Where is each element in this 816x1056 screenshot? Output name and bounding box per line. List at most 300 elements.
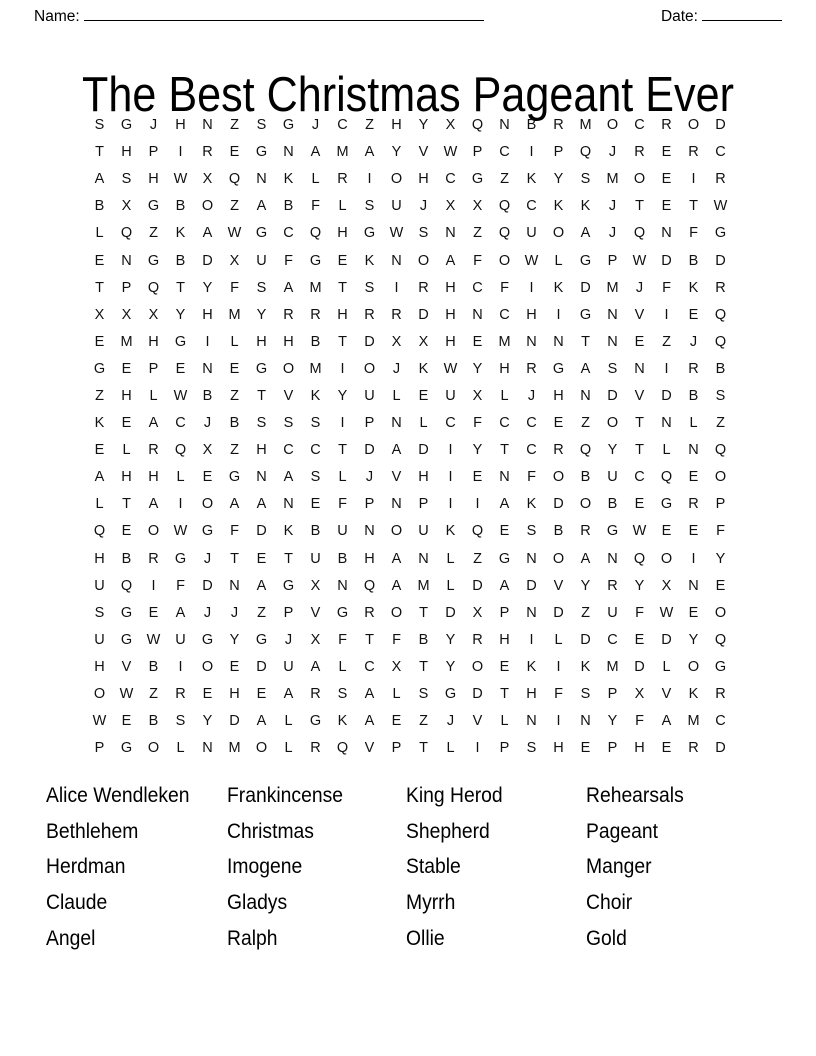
grid-cell[interactable]: G — [282, 577, 295, 594]
grid-cell[interactable]: C — [526, 415, 537, 432]
grid-cell[interactable]: L — [554, 631, 563, 648]
grid-cell[interactable]: G — [255, 225, 268, 242]
grid-cell[interactable]: P — [418, 496, 429, 513]
grid-cell[interactable]: Q — [147, 279, 160, 296]
grid-cell[interactable]: Z — [662, 333, 671, 350]
grid-cell[interactable]: B — [202, 387, 213, 404]
grid-cell[interactable]: X — [148, 306, 159, 323]
grid-cell[interactable]: P — [499, 740, 510, 757]
grid-cell[interactable]: Y — [472, 442, 483, 459]
grid-cell[interactable]: N — [580, 713, 591, 730]
date-write-in-line[interactable] — [702, 7, 782, 21]
grid-cell[interactable]: E — [94, 333, 105, 350]
grid-cell[interactable]: V — [391, 469, 402, 486]
word-list-item[interactable]: Choir — [586, 891, 633, 915]
grid-cell[interactable]: R — [553, 442, 564, 459]
grid-cell[interactable]: D — [256, 658, 267, 675]
grid-cell[interactable]: B — [148, 658, 159, 675]
grid-cell[interactable]: D — [526, 577, 537, 594]
grid-cell[interactable]: D — [418, 306, 429, 323]
grid-cell[interactable]: E — [256, 550, 267, 567]
grid-cell[interactable]: Y — [472, 360, 483, 377]
grid-cell[interactable]: E — [94, 442, 105, 459]
grid-cell[interactable]: Q — [228, 171, 241, 188]
grid-cell[interactable]: Y — [202, 279, 213, 296]
grid-cell[interactable]: N — [580, 387, 591, 404]
grid-cell[interactable]: O — [417, 252, 430, 269]
grid-cell[interactable]: Z — [230, 387, 239, 404]
grid-cell[interactable]: G — [174, 550, 187, 567]
grid-cell[interactable]: T — [635, 198, 644, 215]
grid-cell[interactable]: E — [229, 658, 240, 675]
grid-cell[interactable]: I — [691, 550, 696, 567]
grid-cell[interactable]: R — [553, 117, 564, 134]
grid-cell[interactable]: G — [120, 604, 133, 621]
grid-cell[interactable]: G — [255, 631, 268, 648]
grid-cell[interactable]: I — [178, 144, 183, 161]
grid-cell[interactable]: K — [94, 415, 105, 432]
grid-cell[interactable]: I — [394, 279, 399, 296]
grid-cell[interactable]: S — [337, 686, 348, 703]
grid-cell[interactable]: C — [715, 713, 726, 730]
grid-cell[interactable]: F — [230, 279, 239, 296]
grid-cell[interactable]: P — [553, 144, 564, 161]
grid-cell[interactable]: A — [256, 577, 267, 594]
grid-cell[interactable]: P — [148, 360, 159, 377]
grid-cell[interactable]: X — [202, 171, 213, 188]
grid-cell[interactable]: B — [175, 198, 186, 215]
grid-cell[interactable]: N — [391, 496, 402, 513]
grid-cell[interactable]: F — [284, 252, 293, 269]
grid-cell[interactable]: R — [310, 740, 321, 757]
grid-cell[interactable]: N — [607, 306, 618, 323]
word-list-item[interactable]: Herdman — [46, 855, 126, 879]
grid-cell[interactable]: I — [691, 171, 696, 188]
grid-cell[interactable]: M — [120, 333, 133, 350]
grid-cell[interactable]: M — [309, 360, 322, 377]
grid-cell[interactable]: G — [552, 360, 565, 377]
grid-cell[interactable]: Q — [363, 577, 376, 594]
grid-cell[interactable]: Y — [445, 658, 456, 675]
word-list-item[interactable]: Ralph — [227, 927, 278, 951]
grid-cell[interactable]: T — [338, 333, 347, 350]
grid-cell[interactable]: C — [364, 658, 375, 675]
grid-cell[interactable]: Z — [473, 550, 482, 567]
grid-cell[interactable]: Q — [471, 523, 484, 540]
grid-cell[interactable]: L — [95, 225, 104, 242]
grid-cell[interactable]: K — [688, 686, 699, 703]
grid-cell[interactable]: E — [580, 740, 591, 757]
grid-cell[interactable]: C — [499, 306, 510, 323]
grid-cell[interactable]: S — [283, 415, 294, 432]
grid-cell[interactable]: V — [553, 577, 564, 594]
grid-cell[interactable]: L — [284, 740, 293, 757]
grid-cell[interactable]: U — [256, 252, 267, 269]
grid-cell[interactable]: W — [443, 360, 458, 377]
grid-cell[interactable]: O — [255, 740, 268, 757]
grid-cell[interactable]: T — [419, 604, 428, 621]
grid-cell[interactable]: D — [661, 631, 672, 648]
grid-cell[interactable]: B — [688, 252, 699, 269]
grid-cell[interactable]: H — [202, 306, 213, 323]
grid-cell[interactable]: S — [94, 604, 105, 621]
grid-cell[interactable]: E — [688, 469, 699, 486]
grid-cell[interactable]: O — [471, 658, 484, 675]
grid-cell[interactable]: Q — [93, 523, 106, 540]
grid-cell[interactable]: O — [147, 523, 160, 540]
grid-cell[interactable]: N — [445, 225, 456, 242]
grid-cell[interactable]: R — [472, 631, 483, 648]
grid-cell[interactable]: Z — [95, 387, 104, 404]
grid-cell[interactable]: E — [94, 252, 105, 269]
grid-cell[interactable]: J — [230, 604, 239, 621]
grid-cell[interactable]: K — [364, 252, 375, 269]
grid-cell[interactable]: Y — [337, 387, 348, 404]
grid-cell[interactable]: U — [445, 387, 456, 404]
grid-cell[interactable]: J — [527, 387, 536, 404]
grid-cell[interactable]: H — [391, 117, 402, 134]
grid-cell[interactable]: N — [391, 252, 402, 269]
grid-cell[interactable]: I — [178, 496, 183, 513]
grid-cell[interactable]: D — [445, 604, 456, 621]
grid-cell[interactable]: E — [634, 631, 645, 648]
grid-cell[interactable]: N — [526, 550, 537, 567]
grid-cell[interactable]: J — [149, 117, 158, 134]
grid-cell[interactable]: D — [661, 387, 672, 404]
grid-cell[interactable]: L — [338, 658, 347, 675]
grid-cell[interactable]: B — [418, 631, 429, 648]
grid-cell[interactable]: X — [445, 198, 456, 215]
grid-cell[interactable]: T — [500, 442, 509, 459]
grid-cell[interactable]: E — [661, 144, 672, 161]
grid-cell[interactable]: G — [147, 252, 160, 269]
grid-cell[interactable]: L — [176, 469, 185, 486]
grid-cell[interactable]: H — [418, 469, 429, 486]
grid-cell[interactable]: N — [526, 713, 537, 730]
grid-cell[interactable]: X — [391, 333, 402, 350]
grid-cell[interactable]: I — [340, 360, 345, 377]
grid-cell[interactable]: X — [472, 604, 483, 621]
grid-cell[interactable]: U — [607, 469, 618, 486]
grid-cell[interactable]: M — [606, 658, 619, 675]
grid-cell[interactable]: Z — [230, 198, 239, 215]
grid-cell[interactable]: W — [173, 523, 188, 540]
grid-cell[interactable]: H — [121, 469, 132, 486]
grid-cell[interactable]: L — [554, 252, 563, 269]
grid-cell[interactable]: T — [257, 387, 266, 404]
grid-cell[interactable]: N — [553, 333, 564, 350]
grid-cell[interactable]: A — [364, 713, 375, 730]
grid-cell[interactable]: P — [364, 496, 375, 513]
grid-cell[interactable]: Z — [257, 604, 266, 621]
grid-cell[interactable]: E — [688, 604, 699, 621]
grid-cell[interactable]: M — [606, 171, 619, 188]
grid-cell[interactable]: R — [364, 306, 375, 323]
grid-cell[interactable]: A — [94, 171, 105, 188]
grid-cell[interactable]: D — [472, 686, 483, 703]
grid-cell[interactable]: I — [556, 306, 561, 323]
grid-cell[interactable]: C — [283, 225, 294, 242]
grid-cell[interactable]: L — [662, 658, 671, 675]
grid-cell[interactable]: I — [448, 442, 453, 459]
grid-cell[interactable]: G — [579, 306, 592, 323]
grid-cell[interactable]: G — [120, 117, 133, 134]
grid-cell[interactable]: J — [203, 604, 212, 621]
grid-cell[interactable]: O — [579, 496, 592, 513]
grid-cell[interactable]: B — [94, 198, 105, 215]
grid-cell[interactable]: Q — [660, 469, 673, 486]
grid-cell[interactable]: R — [364, 604, 375, 621]
grid-cell[interactable]: Z — [581, 604, 590, 621]
grid-cell[interactable]: Y — [634, 577, 645, 594]
grid-cell[interactable]: C — [472, 279, 483, 296]
grid-cell[interactable]: F — [662, 279, 671, 296]
grid-cell[interactable]: B — [310, 523, 321, 540]
grid-cell[interactable]: T — [176, 279, 185, 296]
grid-cell[interactable]: Y — [580, 577, 591, 594]
grid-cell[interactable]: Y — [445, 631, 456, 648]
word-list-item[interactable]: Ollie — [406, 927, 445, 951]
grid-cell[interactable]: E — [661, 171, 672, 188]
word-list-item[interactable]: Myrrh — [406, 891, 456, 915]
grid-cell[interactable]: W — [713, 198, 728, 215]
grid-cell[interactable]: P — [472, 144, 483, 161]
grid-cell[interactable]: S — [121, 171, 132, 188]
grid-cell[interactable]: D — [715, 252, 726, 269]
grid-cell[interactable]: A — [661, 713, 672, 730]
grid-cell[interactable]: V — [283, 387, 294, 404]
grid-cell[interactable]: A — [580, 360, 591, 377]
grid-cell[interactable]: Z — [365, 117, 374, 134]
grid-cell[interactable]: W — [632, 523, 647, 540]
grid-cell[interactable]: C — [526, 198, 537, 215]
grid-cell[interactable]: H — [337, 306, 348, 323]
grid-cell[interactable]: I — [340, 415, 345, 432]
grid-cell[interactable]: J — [608, 144, 617, 161]
grid-cell[interactable]: E — [499, 523, 510, 540]
grid-cell[interactable]: R — [148, 550, 159, 567]
grid-cell[interactable]: H — [499, 631, 510, 648]
grid-cell[interactable]: R — [175, 686, 186, 703]
grid-cell[interactable]: K — [175, 225, 186, 242]
grid-cell[interactable]: W — [119, 686, 134, 703]
grid-cell[interactable]: V — [418, 144, 429, 161]
name-write-in-line[interactable] — [84, 7, 484, 21]
grid-cell[interactable]: U — [94, 577, 105, 594]
grid-cell[interactable]: B — [229, 415, 240, 432]
grid-cell[interactable]: N — [526, 604, 537, 621]
grid-cell[interactable]: O — [201, 496, 214, 513]
grid-cell[interactable]: Q — [174, 442, 187, 459]
grid-cell[interactable]: J — [365, 469, 374, 486]
grid-cell[interactable]: S — [256, 279, 267, 296]
grid-cell[interactable]: A — [391, 577, 402, 594]
grid-cell[interactable]: D — [553, 496, 564, 513]
grid-cell[interactable]: X — [310, 577, 321, 594]
grid-cell[interactable]: H — [418, 171, 429, 188]
grid-cell[interactable]: E — [202, 686, 213, 703]
grid-cell[interactable]: W — [92, 713, 107, 730]
grid-cell[interactable]: R — [715, 279, 726, 296]
grid-cell[interactable]: J — [392, 360, 401, 377]
grid-cell[interactable]: T — [689, 198, 698, 215]
grid-cell[interactable]: X — [121, 198, 132, 215]
grid-cell[interactable]: C — [715, 144, 726, 161]
grid-cell[interactable]: B — [715, 360, 726, 377]
grid-cell[interactable]: E — [688, 523, 699, 540]
grid-cell[interactable]: F — [473, 252, 482, 269]
grid-cell[interactable]: N — [499, 117, 510, 134]
grid-cell[interactable]: Z — [716, 415, 725, 432]
grid-cell[interactable]: E — [553, 415, 564, 432]
grid-cell[interactable]: Q — [309, 225, 322, 242]
grid-cell[interactable]: B — [580, 469, 591, 486]
grid-cell[interactable]: A — [283, 469, 294, 486]
grid-cell[interactable]: S — [364, 198, 375, 215]
grid-cell[interactable]: I — [664, 360, 669, 377]
grid-cell[interactable]: D — [634, 658, 645, 675]
grid-cell[interactable]: L — [122, 442, 131, 459]
grid-cell[interactable]: U — [418, 523, 429, 540]
grid-cell[interactable]: A — [499, 496, 510, 513]
grid-cell[interactable]: H — [445, 279, 456, 296]
grid-cell[interactable]: E — [256, 686, 267, 703]
grid-cell[interactable]: D — [607, 387, 618, 404]
grid-cell[interactable]: V — [634, 387, 645, 404]
grid-cell[interactable]: T — [338, 279, 347, 296]
grid-cell[interactable]: D — [580, 631, 591, 648]
grid-cell[interactable]: G — [255, 144, 268, 161]
grid-cell[interactable]: O — [660, 550, 673, 567]
grid-cell[interactable]: T — [338, 442, 347, 459]
grid-cell[interactable]: D — [202, 252, 213, 269]
grid-cell[interactable]: A — [580, 550, 591, 567]
grid-cell[interactable]: A — [499, 577, 510, 594]
grid-cell[interactable]: S — [580, 171, 591, 188]
grid-cell[interactable]: F — [338, 496, 347, 513]
grid-cell[interactable]: F — [554, 686, 563, 703]
grid-cell[interactable]: H — [175, 117, 186, 134]
grid-cell[interactable]: I — [475, 740, 480, 757]
grid-cell[interactable]: H — [148, 333, 159, 350]
grid-cell[interactable]: I — [529, 631, 534, 648]
grid-cell[interactable]: C — [634, 117, 645, 134]
grid-cell[interactable]: U — [175, 631, 186, 648]
grid-cell[interactable]: W — [173, 171, 188, 188]
grid-cell[interactable]: S — [256, 415, 267, 432]
grid-cell[interactable]: V — [634, 306, 645, 323]
word-list-item[interactable]: King Herod — [406, 783, 503, 807]
grid-cell[interactable]: N — [526, 333, 537, 350]
grid-cell[interactable]: M — [336, 144, 349, 161]
grid-cell[interactable]: A — [229, 496, 240, 513]
grid-cell[interactable]: K — [580, 658, 591, 675]
grid-cell[interactable]: T — [419, 740, 428, 757]
grid-cell[interactable]: V — [310, 604, 321, 621]
grid-cell[interactable]: J — [203, 415, 212, 432]
grid-cell[interactable]: A — [256, 496, 267, 513]
grid-cell[interactable]: I — [151, 577, 156, 594]
grid-cell[interactable]: H — [256, 333, 267, 350]
grid-cell[interactable]: G — [120, 631, 133, 648]
grid-cell[interactable]: G — [120, 740, 133, 757]
grid-cell[interactable]: I — [556, 713, 561, 730]
grid-cell[interactable]: F — [338, 631, 347, 648]
grid-cell[interactable]: T — [500, 686, 509, 703]
grid-cell[interactable]: Y — [418, 117, 429, 134]
grid-cell[interactable]: C — [445, 171, 456, 188]
grid-cell[interactable]: X — [310, 631, 321, 648]
grid-cell[interactable]: I — [205, 333, 210, 350]
grid-cell[interactable]: H — [634, 740, 645, 757]
grid-cell[interactable]: K — [526, 171, 537, 188]
grid-cell[interactable]: O — [498, 252, 511, 269]
grid-cell[interactable]: K — [418, 360, 429, 377]
grid-cell[interactable]: G — [255, 360, 268, 377]
grid-cell[interactable]: D — [364, 333, 375, 350]
grid-cell[interactable]: Z — [230, 117, 239, 134]
grid-cell[interactable]: L — [689, 415, 698, 432]
grid-cell[interactable]: U — [607, 604, 618, 621]
grid-cell[interactable]: Q — [714, 631, 727, 648]
grid-cell[interactable]: R — [391, 306, 402, 323]
grid-cell[interactable]: E — [229, 360, 240, 377]
grid-cell[interactable]: G — [93, 360, 106, 377]
grid-cell[interactable]: H — [553, 740, 564, 757]
grid-cell[interactable]: A — [391, 550, 402, 567]
grid-cell[interactable]: L — [95, 496, 104, 513]
grid-cell[interactable]: L — [446, 550, 455, 567]
grid-cell[interactable]: E — [634, 333, 645, 350]
grid-cell[interactable]: H — [445, 333, 456, 350]
grid-cell[interactable]: I — [448, 496, 453, 513]
grid-cell[interactable]: B — [553, 523, 564, 540]
grid-cell[interactable]: R — [715, 686, 726, 703]
grid-cell[interactable]: A — [256, 713, 267, 730]
word-list-item[interactable]: Frankincense — [227, 783, 343, 807]
grid-cell[interactable]: E — [688, 306, 699, 323]
grid-cell[interactable]: O — [633, 171, 646, 188]
grid-cell[interactable]: D — [553, 604, 564, 621]
grid-cell[interactable]: B — [283, 198, 294, 215]
grid-cell[interactable]: R — [148, 442, 159, 459]
grid-cell[interactable]: R — [607, 577, 618, 594]
grid-cell[interactable]: J — [311, 117, 320, 134]
grid-cell[interactable]: F — [689, 225, 698, 242]
grid-cell[interactable]: Q — [579, 442, 592, 459]
grid-cell[interactable]: A — [364, 686, 375, 703]
grid-cell[interactable]: S — [526, 740, 537, 757]
grid-cell[interactable]: H — [337, 225, 348, 242]
grid-cell[interactable]: G — [606, 523, 619, 540]
grid-cell[interactable]: J — [203, 550, 212, 567]
grid-cell[interactable]: N — [364, 523, 375, 540]
grid-cell[interactable]: G — [579, 252, 592, 269]
grid-cell[interactable]: S — [418, 225, 429, 242]
grid-cell[interactable]: T — [635, 415, 644, 432]
grid-cell[interactable]: S — [580, 686, 591, 703]
grid-cell[interactable]: F — [527, 469, 536, 486]
grid-cell[interactable]: N — [661, 415, 672, 432]
grid-cell[interactable]: U — [337, 523, 348, 540]
grid-cell[interactable]: M — [417, 577, 430, 594]
grid-cell[interactable]: I — [556, 658, 561, 675]
grid-cell[interactable]: B — [175, 252, 186, 269]
grid-cell[interactable]: D — [472, 577, 483, 594]
grid-cell[interactable]: Y — [553, 171, 564, 188]
grid-cell[interactable]: O — [714, 604, 727, 621]
grid-cell[interactable]: Y — [391, 144, 402, 161]
